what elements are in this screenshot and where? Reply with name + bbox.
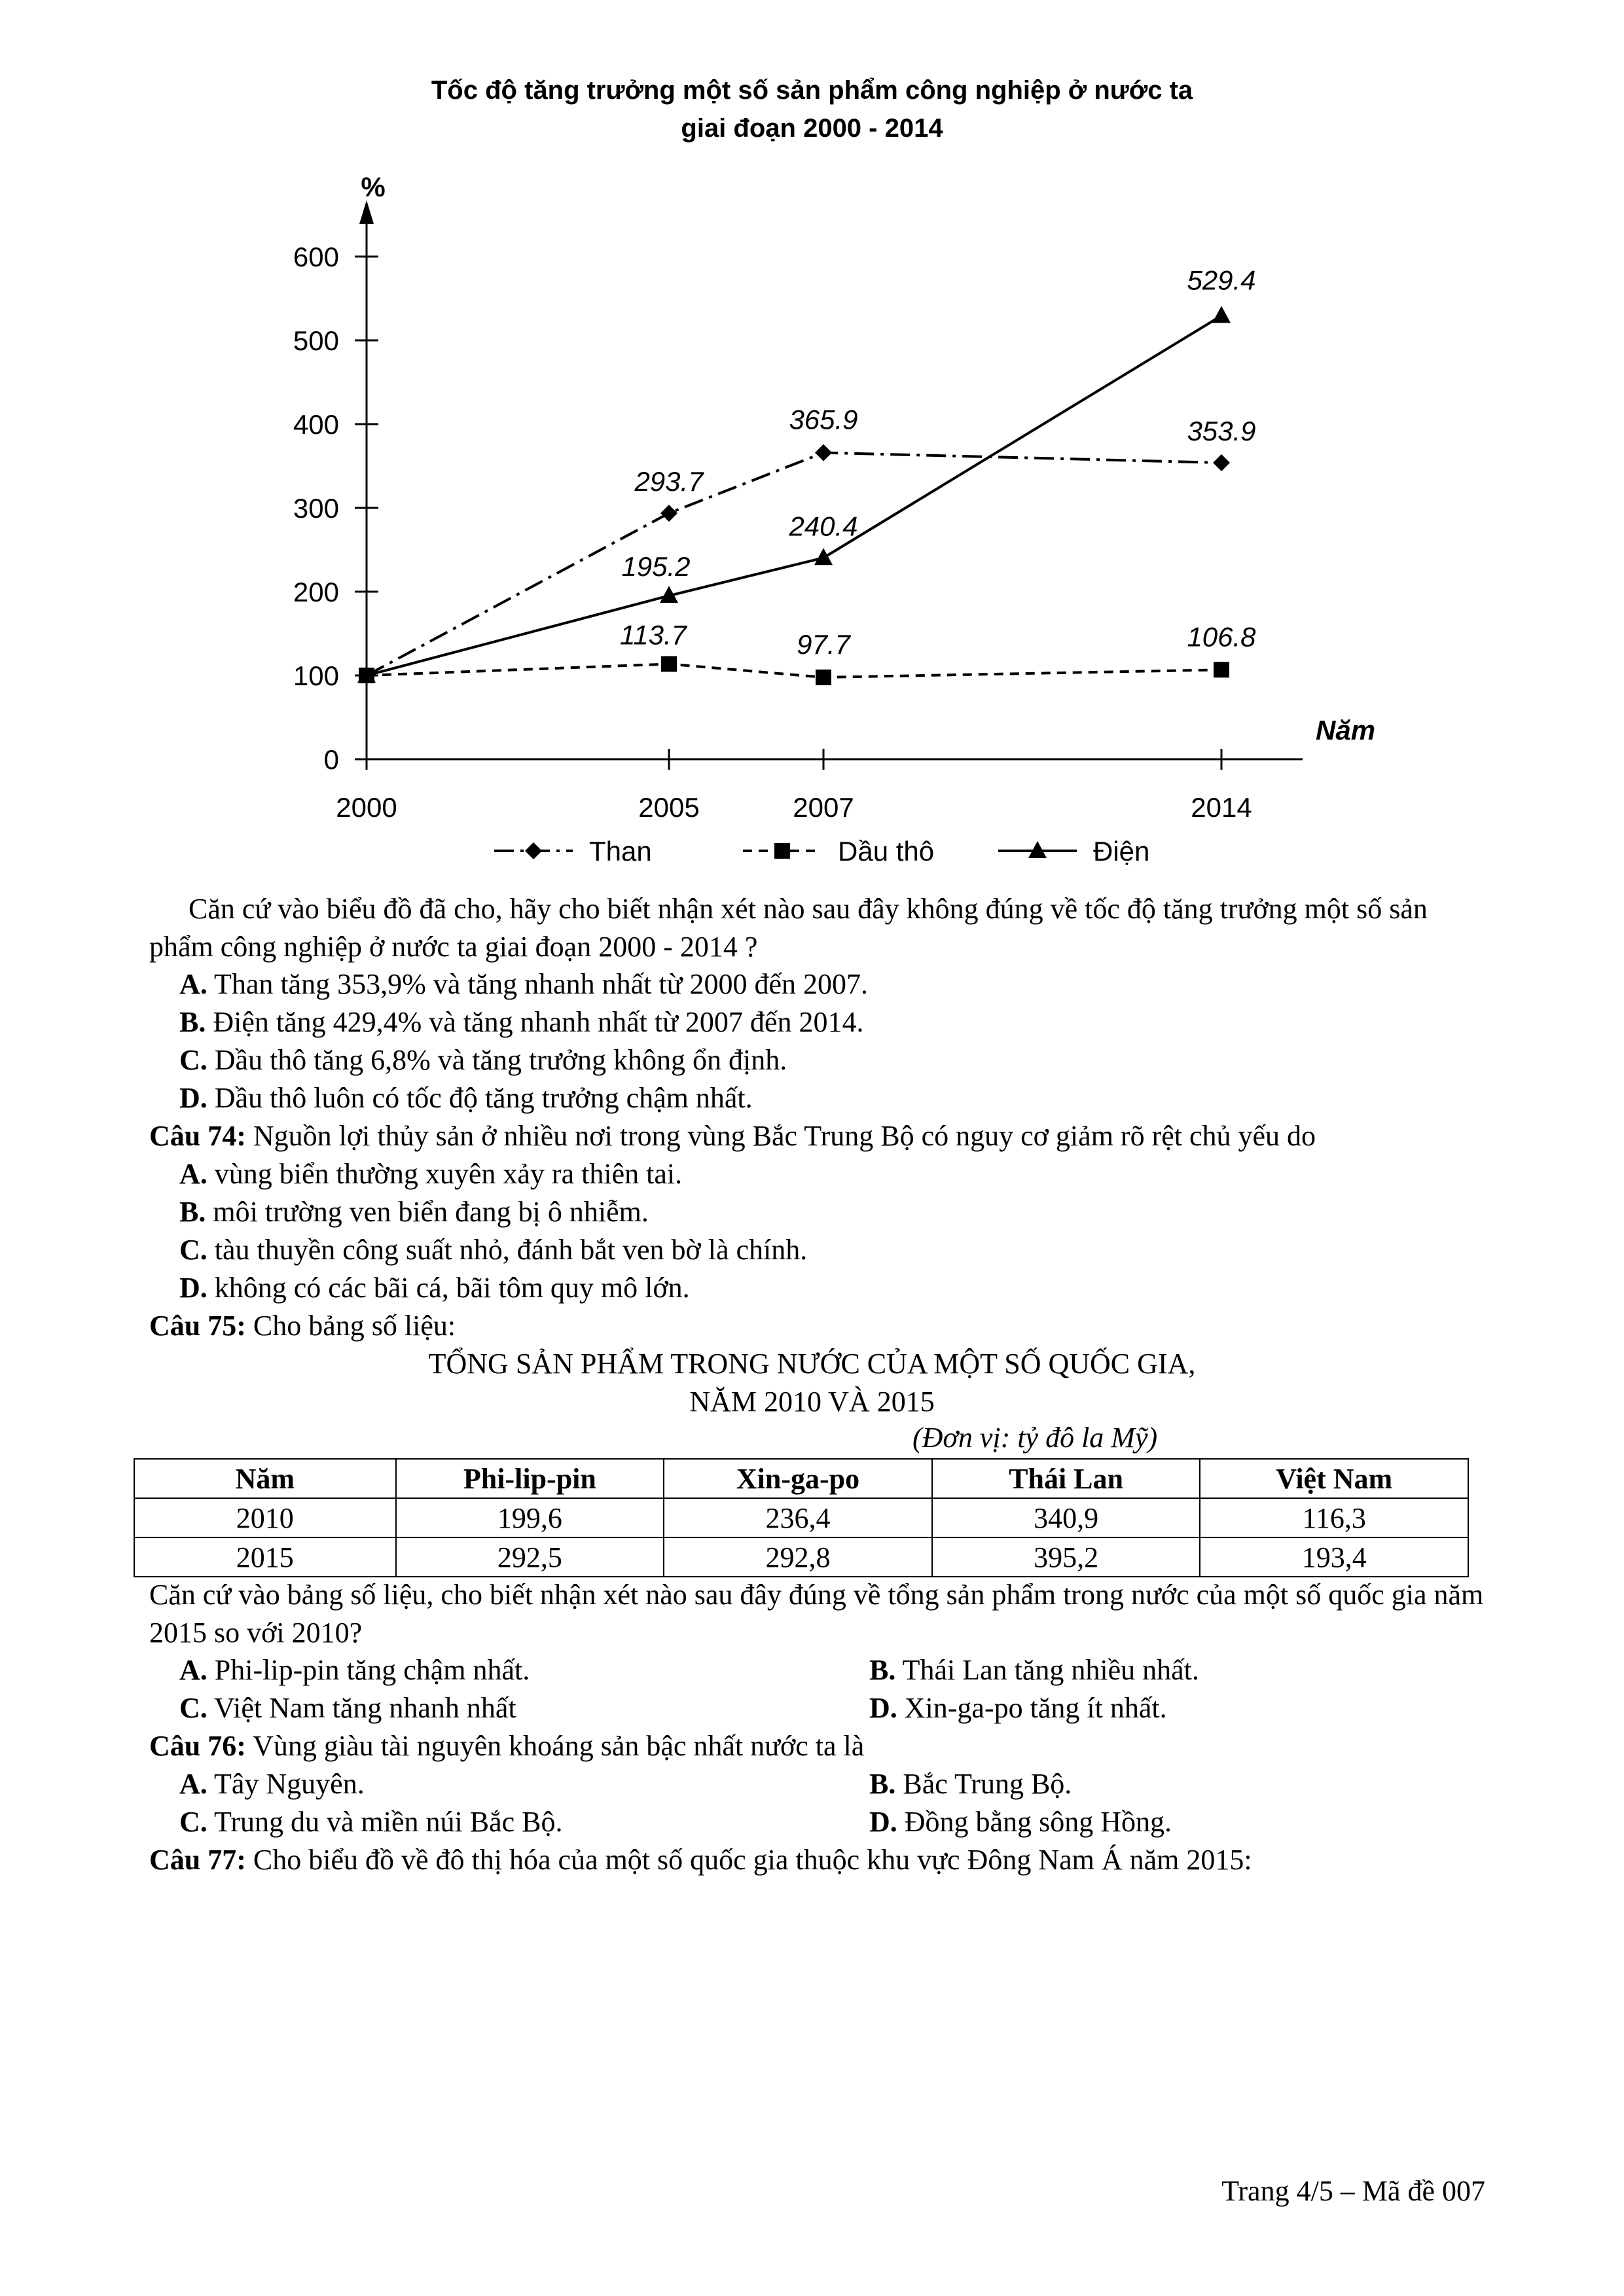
series-line-dien: [367, 315, 1221, 675]
q75-option-d: [869, 1689, 1167, 1727]
data-label-dau-tho: 106.8: [1187, 621, 1256, 653]
chart-title-line1: Tốc độ tăng trưởng một số sản phẩm công nghiệp ở nước ta: [431, 76, 1193, 105]
option-key: B.: [179, 1196, 206, 1228]
option-key: B.: [869, 1654, 896, 1686]
q73-option-d: [179, 1079, 753, 1117]
gdp-table: [134, 1458, 1469, 1577]
data-point-dau-tho: [1214, 662, 1229, 677]
chart-title-line2: giai đoạn 2000 - 2014: [681, 114, 943, 143]
y-tick-label: 300: [293, 493, 339, 524]
y-tick-label: 500: [293, 325, 339, 356]
q74-option-b: [179, 1193, 649, 1231]
question-label: Câu 76:: [149, 1730, 246, 1762]
y-axis-title: %: [361, 171, 386, 202]
data-label-dien: 529.4: [1187, 264, 1256, 296]
legend-marker-than: [525, 842, 542, 859]
option-text: Dầu thô tăng 6,8% và tăng trưởng không ổn định.: [214, 1044, 787, 1076]
q75-stem: [149, 1307, 456, 1345]
option-text: Dầu thô luôn có tốc độ tăng trưởng chậm nhất.: [214, 1082, 753, 1114]
q73-option-c: [179, 1041, 787, 1079]
option-key: C.: [179, 1806, 208, 1838]
option-text: Đồng bằng sông Hồng.: [904, 1806, 1172, 1838]
option-text: Xin-ga-po tăng ít nhất.: [904, 1692, 1167, 1724]
table-header-cell: Thái Lan: [932, 1459, 1200, 1498]
option-text: không có các bãi cá, bãi tôm quy mô lớn.: [214, 1272, 690, 1304]
x-tick-label: 2014: [1191, 792, 1252, 823]
q76-option-a: [179, 1765, 365, 1803]
question-text: Cho bảng số liệu:: [253, 1310, 456, 1342]
question-text: Nguồn lợi thủy sản ở nhiều nơi trong vùng Bắc Trung Bộ có nguy cơ giảm rõ rệt chủ yếu do: [253, 1120, 1316, 1152]
option-key: D.: [869, 1806, 897, 1838]
q76-option-c: [179, 1803, 562, 1841]
option-key: A.: [179, 1158, 208, 1190]
x-axis-title: Năm: [1316, 715, 1376, 745]
q74-stem: [149, 1117, 1316, 1155]
data-label-dau-tho: 113.7: [620, 619, 687, 651]
option-key: D.: [869, 1692, 897, 1724]
table-header-cell: Việt Nam: [1200, 1459, 1468, 1498]
data-label-dien: 240.4: [789, 511, 858, 542]
option-text: tàu thuyền công suất nhỏ, đánh bắt ven bờ là chính.: [214, 1234, 808, 1266]
q76-stem: [149, 1727, 864, 1765]
series-line-dau-tho: [367, 664, 1221, 677]
line-chart: [0, 0, 1624, 903]
option-key: C.: [179, 1692, 208, 1724]
option-key: D.: [179, 1272, 208, 1304]
option-text: Thái Lan tăng nhiều nhất.: [902, 1654, 1199, 1686]
q74-option-d: [179, 1269, 690, 1307]
table-cell: 2015: [134, 1537, 396, 1577]
option-key: C.: [179, 1044, 208, 1076]
q76-option-d: [869, 1803, 1172, 1841]
y-tick-label: 0: [323, 744, 339, 775]
data-point-dien: [814, 548, 833, 565]
y-tick-label: 600: [293, 242, 339, 272]
table-header-cell: Phi-lip-pin: [396, 1459, 664, 1498]
table-header-row: [134, 1459, 1468, 1498]
option-text: vùng biển thường xuyên xảy ra thiên tai.: [214, 1158, 683, 1190]
q75-option-a: [179, 1651, 530, 1689]
q77-stem: [149, 1841, 1252, 1879]
table-cell: 193,4: [1200, 1537, 1468, 1577]
question-label: Câu 74:: [149, 1120, 246, 1152]
option-text: Trung du và miền núi Bắc Bộ.: [214, 1806, 563, 1838]
y-axis-arrow: [359, 200, 374, 224]
q73-option-a: [179, 965, 868, 1003]
table-cell: 292,8: [664, 1537, 932, 1577]
data-label-dien: 195.2: [621, 551, 691, 583]
chart-legend: [494, 836, 1149, 867]
page-footer: Trang 4/5 – Mã đề 007: [1221, 2175, 1485, 2207]
table-header-cell: Xin-ga-po: [664, 1459, 932, 1498]
q74-option-c: [179, 1231, 807, 1269]
data-label-than: 293.7: [634, 466, 704, 497]
table-cell: 340,9: [932, 1498, 1200, 1537]
table-cell: 2010: [134, 1498, 396, 1537]
legend-label-than: Than: [589, 836, 652, 867]
option-text: Bắc Trung Bộ.: [903, 1768, 1072, 1800]
table-title-line2: NĂM 2010 VÀ 2015: [689, 1386, 935, 1418]
x-tick-label: 2007: [793, 792, 854, 823]
option-key: A.: [179, 1654, 208, 1686]
q75-option-c: [179, 1689, 516, 1727]
legend-label-dau-tho: Dầu thô: [838, 836, 935, 867]
table-header-cell: Năm: [134, 1459, 396, 1498]
data-point-than: [815, 444, 832, 461]
q75-question: Căn cứ vào bảng số liệu, cho biết nhận xét nào sau đây đúng về tổng sản phẩm trong nước của một số quốc gia năm 2015 so với 2010?: [149, 1579, 1484, 1649]
y-tick-label: 100: [293, 660, 339, 691]
table-cell: 199,6: [396, 1498, 664, 1537]
table-cell: 236,4: [664, 1498, 932, 1537]
legend-marker-dau-tho: [774, 843, 790, 859]
question-text: Cho biểu đồ về đô thị hóa của một số quốc gia thuộc khu vực Đông Nam Á năm 2015:: [253, 1844, 1252, 1876]
data-point-than: [1213, 454, 1230, 471]
question-text: Vùng giàu tài nguyên khoáng sản bậc nhất nước ta là: [253, 1730, 865, 1762]
option-text: Việt Nam tăng nhanh nhất: [214, 1692, 516, 1724]
option-text: Than tăng 353,9% và tăng nhanh nhất từ 2000 đến 2007.: [214, 968, 868, 1000]
q73-option-b: [179, 1003, 863, 1041]
table-cell: 116,3: [1200, 1498, 1468, 1537]
x-tick-label: 2000: [336, 792, 397, 823]
table-title-line1: TỔNG SẢN PHẨM TRONG NƯỚC CỦA MỘT SỐ QUỐC GIA,: [428, 1348, 1196, 1380]
chart-series: [357, 264, 1256, 685]
legend-label-dien: Điện: [1093, 836, 1150, 867]
table-row: [134, 1498, 1468, 1537]
data-point-dau-tho: [661, 656, 677, 672]
option-key: D.: [179, 1082, 208, 1114]
data-label-than: 353.9: [1187, 416, 1256, 447]
y-tick-label: 200: [293, 577, 339, 607]
data-label-than: 365.9: [789, 404, 858, 435]
option-key: C.: [179, 1234, 208, 1266]
question-label: Câu 77:: [149, 1844, 246, 1876]
option-key: B.: [869, 1768, 896, 1800]
q73-stem: Căn cứ vào biểu đồ đã cho, hãy cho biết nhận xét nào sau đây không đúng về tốc độ tăng trưởng một số sản phẩm công nghiệp ở nước ta giai đoạn 2000 - 2014 ?: [149, 893, 1428, 963]
table-cell: 395,2: [932, 1537, 1200, 1577]
option-text: Phi-lip-pin tăng chậm nhất.: [214, 1654, 530, 1686]
q74-option-a: [179, 1155, 682, 1193]
option-key: A.: [179, 1768, 208, 1800]
table-row: [134, 1537, 1468, 1577]
data-point-dien: [1212, 306, 1231, 323]
option-text: Tây Nguyên.: [214, 1768, 365, 1800]
table-unit: (Đơn vị: tỷ đô la Mỹ): [912, 1422, 1158, 1454]
question-label: Câu 75:: [149, 1310, 246, 1342]
q76-option-b: [869, 1765, 1072, 1803]
y-tick-label: 400: [293, 409, 339, 440]
table-cell: 292,5: [396, 1537, 664, 1577]
data-label-dau-tho: 97.7: [797, 628, 850, 660]
x-tick-label: 2005: [638, 792, 700, 823]
data-point-than: [660, 505, 677, 522]
option-key: A.: [179, 968, 208, 1000]
option-text: Điện tăng 429,4% và tăng nhanh nhất từ 2007 đến 2014.: [213, 1006, 864, 1038]
q75-option-b: [869, 1651, 1199, 1689]
option-text: môi trường ven biển đang bị ô nhiễm.: [213, 1196, 649, 1228]
option-key: B.: [179, 1006, 206, 1038]
data-point-dau-tho: [816, 670, 831, 685]
